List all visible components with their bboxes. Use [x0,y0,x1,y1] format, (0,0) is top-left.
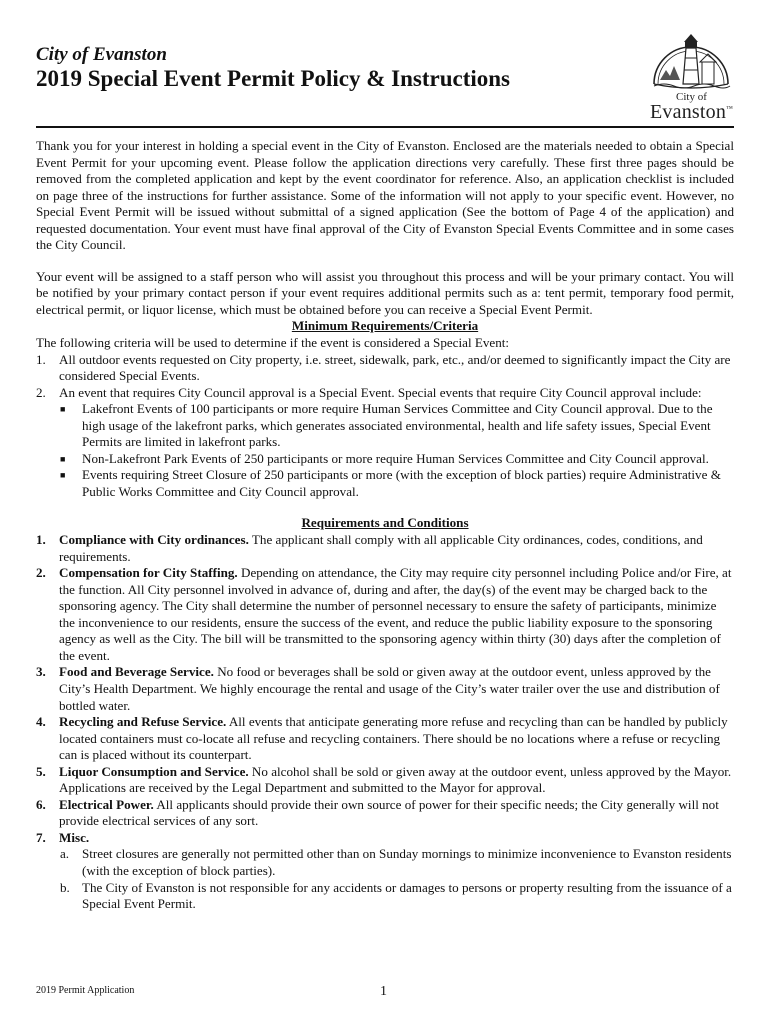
misc-list [36,846,734,912]
requirement-number: 5. [36,763,46,779]
requirements-list [36,532,734,913]
criteria-bullet [36,467,734,500]
requirement-number: 2. [36,565,46,581]
bullet-text: Events requiring Street Closure of 250 participants or more (with the exception of block parties) require Administrative & Public Works Committee and City Council approval. [82,467,721,499]
criteria-bullets [36,401,734,500]
requirement-number: 1. [36,532,46,548]
header-rule [36,126,734,128]
bullet-text: Lakefront Events of 100 participants or more require Human Services Committee and City Council approval. Due to the high usage of the lakefront parks, which generates associated environmental, health and life safety issues, Special Event Permits are limited in lakefront parks. [82,401,713,450]
criteria-bullet [36,451,734,468]
logo-tm: ™ [726,104,734,113]
requirement-number: 7. [36,829,46,845]
requirement-title: Recycling and Refuse Service. [59,714,227,730]
footer-label: 2019 Permit Application [36,985,135,996]
requirement-title: Compensation for City Staffing. [59,565,238,581]
criteria-number: 1. [36,351,46,367]
document-body [36,138,734,913]
page-number: 1 [380,984,387,999]
misc-text: Street closures are generally not permitted other than on Sunday mornings to minimize inconvenience to Evanston residents (with the exception of block parties). [82,846,732,878]
intro-paragraph-1: Thank you for your interest in holding a special event in the City of Evanston. Enclosed are the materials needed to obtain a Special Event Permit for your upcoming event. Please follow the application directions very carefully. These first three pages should be removed from the completed application and kept by the event coordinator for reference. Also, an application checklist is included on page three of the instructions for further assistance. Some of the information will not apply to your specific event. However, no Special Event Permit will be issued without submittal of a signed application (See the bottom of Page 4 of the application) and requested documentation. Your event must have final approval of the City of Evanston Special Events Committee and in some cases the City Council. [36,138,734,253]
requirement-item [36,565,734,664]
requirement-title: Electrical Power. [59,796,154,812]
requirement-title: Food and Beverage Service. [59,664,214,680]
requirement-number: 6. [36,796,46,812]
logo-name-text: Evanston [650,101,727,123]
requirement-text: The applicant shall comply with all applicable City ordinances, codes, conditions, and requirements. [59,532,703,564]
requirement-text: All applicants should provide their own source of power for their specific needs; the City generally will not provide electrical services of any sort. [59,796,719,829]
requirement-item [36,532,734,565]
minimum-requirements-heading: Minimum Requirements/Criteria [291,318,479,334]
misc-mark: b. [60,879,70,895]
criteria-item [36,352,734,385]
misc-text: The City of Evanston is not responsible for any accidents or damages to persons or property resulting from the issuance of a Special Event Permit. [82,879,732,912]
bullet-mark: ■ [60,470,66,481]
requirements-heading: Requirements and Conditions [301,515,469,531]
requirement-item [36,830,734,847]
requirement-item [36,797,734,830]
bullet-mark: ■ [60,404,66,415]
requirement-number: 3. [36,664,46,680]
criteria-text: All outdoor events requested on City property, i.e. street, sidewalk, park, etc., and/or deemed to significantly impact the City are considered Special Events. [59,351,731,384]
requirement-title: Misc. [59,829,90,845]
criteria-bullet [36,401,734,451]
misc-mark: a. [60,846,70,862]
requirement-item [36,714,734,764]
logo-city-of: City of [676,91,707,103]
requirement-text: No food or beverages shall be sold or given away at the outdoor event, unless approved by the City’s Health Department. We highly encourage the rental and usage of the City’s water trailer over the use and distribution of bottled water. [59,664,720,713]
criteria-item [36,385,734,402]
document-title: 2019 Special Event Permit Policy & Instructions [36,66,511,91]
logo-name [650,101,733,124]
intro-paragraph-2: Your event will be assigned to a staff person who will assist you throughout this process and will be your primary contact. You will be notified by your primary contact person if your event requires additional permits such as a: tent permit, temporary food permit, electrical permit, or liquor license, which must be obtained before you can receive a Special Event Permit. [36,268,734,317]
bullet-mark: ■ [60,453,66,464]
minimum-requirements-lead: The following criteria will be used to determine if the event is considered a Special Event: [36,335,510,351]
requirement-item [36,764,734,797]
requirement-text: No alcohol shall be sold or given away at the outdoor event, unless approved by the Mayor. Applications are received by the Legal Department and submitted to the Mayor for approval. [59,763,732,796]
criteria-text: An event that requires City Council approval is a Special Event. Special events that require City Council approval include: [59,384,702,400]
misc-item [36,880,734,913]
requirement-number: 4. [36,714,46,730]
criteria-list [36,352,734,501]
requirement-item [36,664,734,714]
requirement-text: All events that anticipate generating more refuse and recycling than can be handled by publicly located containers must co-locate all refuse and recycling containers. There should be no locations where a refuse or recycling can is placed without its counterpart. [59,714,728,763]
bullet-text: Non-Lakefront Park Events of 250 participants or more require Human Services Committee and City Council approval. [82,450,709,466]
requirement-title: Liquor Consumption and Service. [59,763,249,779]
requirement-text: Depending on attendance, the City may require city personnel including Police and/or Fire, at the function. All City personnel involved in advance of, during and after, the day(s) of the event may be charged back to the sponsoring agency. The City shall determine the number of personnel necessary to ensure the safety of participants, minimize the inconvenience to our residents, ensure the success of the event, and reduce the public liability exposure to the sponsoring agency as well as the City. The bill will be transmitted to the sponsoring agency within thirty (30) days after the completion of the event. [59,565,732,663]
criteria-number: 2. [36,384,46,400]
requirement-title: Compliance with City ordinances. [59,532,249,548]
document-subtitle: City of Evanston [36,44,167,65]
misc-item [36,846,734,879]
